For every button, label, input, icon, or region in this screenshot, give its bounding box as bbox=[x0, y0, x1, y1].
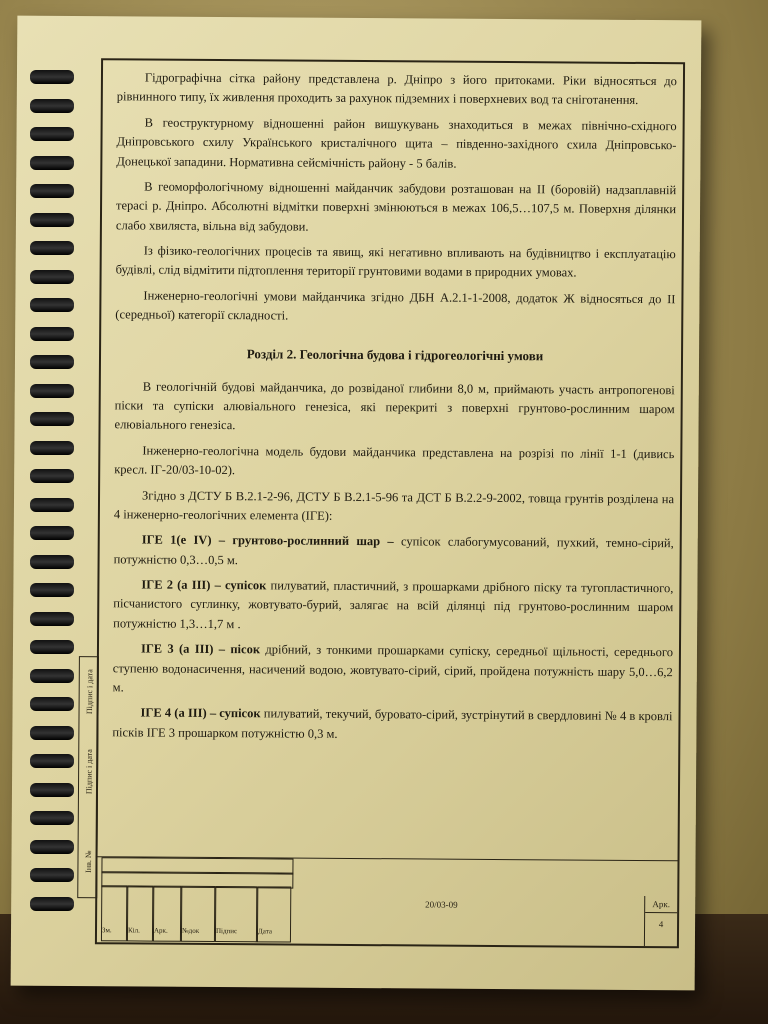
spiral-coil bbox=[30, 184, 74, 198]
paragraph: Інженерно-геологічна модель будови майданчика представлена на розрізі по лінії 1-1 (дивись кресл. ІГ-20/03-10-02). bbox=[114, 443, 675, 478]
spiral-coil bbox=[30, 868, 74, 882]
spiral-coil bbox=[30, 583, 74, 597]
paragraph: Згідно з ДСТУ Б В.2.1-2-96, ДСТУ Б В.2.1-5-96 та ДСТ Б В.2.2-9-2002, товща грунтів розділена на 4 інженерно-геологічних елемента (ІГЕ): bbox=[113, 488, 675, 523]
paragraph: Із фізико-геологічних процесів та явищ, які негативно впливають на будівництво і експлуатацію будівлі, слід відмітити підтоплення території грунтовими водами в природних умовах. bbox=[115, 243, 676, 280]
spiral-coil bbox=[30, 70, 74, 84]
spiral-coil bbox=[30, 127, 74, 141]
sheet-number: 4 bbox=[658, 919, 664, 930]
stamp-label: №док bbox=[181, 886, 215, 942]
spiral-coil bbox=[30, 412, 74, 426]
ige-item bbox=[112, 704, 672, 747]
section-title: Розділ 2. Геологічна будова і гідрогеологічні умови bbox=[246, 345, 544, 363]
stamp-label: Дата bbox=[257, 886, 291, 942]
spiral-coil bbox=[30, 241, 74, 255]
spiral-coil bbox=[30, 213, 74, 227]
spiral-coil bbox=[30, 384, 74, 398]
spiral-coil bbox=[30, 897, 74, 911]
spiral-coil bbox=[30, 498, 74, 512]
spiral-coil bbox=[30, 811, 74, 825]
spiral-coil bbox=[30, 555, 74, 569]
paragraph: В геоморфологічному відношенні майданчик забудови розташован на II (боровій) надзаплавній терасі р. Дніпро. Абсолютні відмітки поверхні змінюються в межах 106,5…107,5 м. Поверхня ділянки слабо хвиляста, вільна від забудови. bbox=[115, 179, 677, 234]
spiral-coil bbox=[30, 298, 74, 312]
side-label: Підпис і дата bbox=[84, 749, 94, 795]
document-page bbox=[11, 16, 702, 991]
spiral-coil bbox=[30, 327, 74, 341]
side-label: Інв. № bbox=[83, 850, 94, 873]
spiral-coil bbox=[30, 726, 74, 740]
spiral-coil bbox=[30, 697, 74, 711]
ige-head: ІГЕ 2 (а III) – супісок bbox=[141, 577, 267, 593]
stamp-label: Зм. bbox=[101, 885, 127, 941]
ige-body: пилуватий, пластичний, з прошарками дрібного піску та тугопластичного, пісчанистого суглинку, жовтувато-бурий, залягає на всій ділянці під грунтово-рослинним шаром потужністю 1,3…1,7 м . bbox=[113, 578, 674, 631]
spiral-coil bbox=[30, 754, 74, 768]
spiral-coil bbox=[30, 640, 74, 654]
spiral-coil bbox=[30, 156, 74, 170]
spiral-coil bbox=[30, 783, 74, 797]
spiral-coil bbox=[30, 355, 74, 369]
ige-item bbox=[114, 531, 674, 574]
spiral-coil bbox=[30, 441, 74, 455]
ige-item bbox=[113, 575, 673, 637]
paragraph: Інженерно-геологічні умови майданчика згідно ДБН А.2.1-1-2008, додаток Ж відносяться до II (середньої) категорії складності. bbox=[115, 288, 676, 323]
spiral-coil bbox=[30, 612, 74, 626]
paragraph: В геологічній будові майданчика, до розвіданої глибини 8,0 м, приймають участь антропогенові піски та супіски алювіального генезіса, які перекриті з поверхні грунтово-рослинним шаром елювіального генезіса. bbox=[114, 379, 675, 433]
paragraph: Гідрографічна сітка району представлена р. Дніпро з його притоками. Ріки відносяться до рівнинного типу, їх живлення проходить за рахунок підземних і поверхневих вод та сніготанення. bbox=[116, 70, 678, 108]
spiral-coil bbox=[30, 840, 74, 854]
spiral-coil bbox=[30, 99, 74, 113]
spiral-coil bbox=[30, 669, 74, 683]
page-text bbox=[112, 68, 677, 752]
sheet-box bbox=[644, 896, 677, 946]
spiral-coil bbox=[30, 270, 74, 284]
ige-head: ІГЕ 4 (а III) – супісок bbox=[140, 705, 261, 721]
spiral-coil bbox=[30, 469, 74, 483]
ige-body: супісок слабогумусований, пухкий, темно-сірий, потужністю 0,3…0,5 м. bbox=[113, 534, 674, 567]
ige-item bbox=[113, 639, 673, 701]
stamp-label: Арк. bbox=[153, 886, 181, 942]
ige-body: пилуватий, текучий, буровато-сірий, зустрінутий в свердловині № 4 в кровлі пісків ІГЕ 3 прошарком потужністю 0,3 м. bbox=[112, 706, 673, 741]
ige-head: ІГЕ 3 (а III) – пісок bbox=[140, 641, 261, 657]
document-code: 20/03-09 bbox=[425, 899, 458, 910]
spiral-coil bbox=[30, 526, 74, 540]
stamp-label: Кіл. bbox=[127, 885, 153, 941]
ige-body: дрібний, з тонкими прошарками супіску, середньої щільності, середнього ступеню водонасичення, насичений водою, жовтувато-сірий, сірий, пройдена потужність шару 5,0…6,2 м. bbox=[112, 642, 674, 695]
stamp-label: Підпис bbox=[215, 886, 257, 942]
sheet-label: Арк. bbox=[645, 896, 677, 913]
title-block bbox=[95, 856, 678, 947]
side-label: Підпис і дата bbox=[85, 669, 95, 715]
paragraph: В геоструктурному відношенні район вишукувань знаходиться в межах північно-східного Дніпровського схилу Українського кристалічного щита – південно-західного схила Дніпровсько-Донецької западини. Нормативна сейсмічність району - 5 балів. bbox=[116, 115, 677, 171]
ige-head: ІГЕ 1(е IV) – грунтово-рослинний шар – bbox=[141, 532, 394, 549]
stamp-grid bbox=[101, 857, 292, 944]
spiral-binding bbox=[30, 70, 80, 930]
